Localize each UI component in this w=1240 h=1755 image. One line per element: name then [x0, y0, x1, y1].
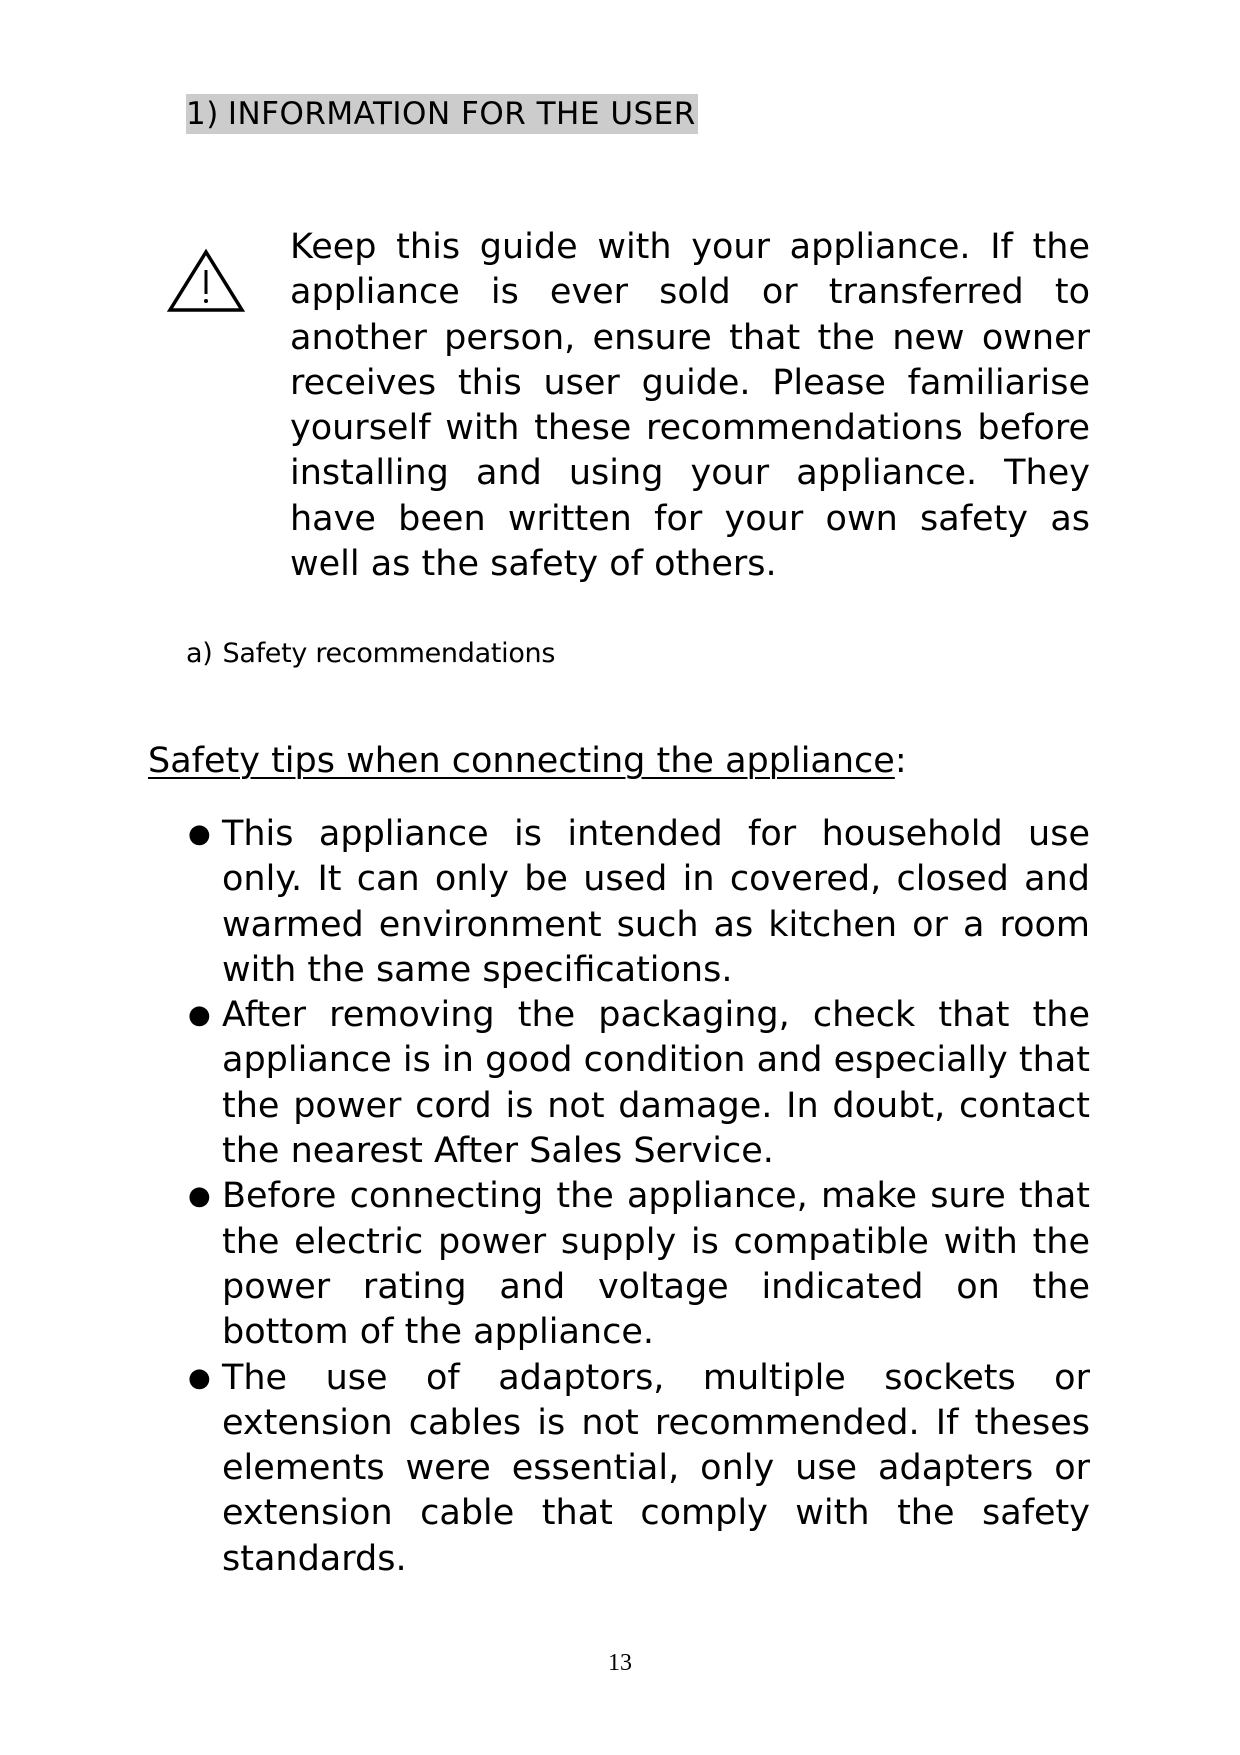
list-item: [188, 812, 1090, 993]
list-item-text: This appliance is intended for household use only. It can only be used in covered, closed and warmed environment such as kitchen or a room with the same specifications.: [222, 814, 1090, 990]
warning-triangle-icon: [166, 246, 246, 316]
list-item-text: After removing the packaging, check that the appliance is in good condition and especially that the power cord is not damage. In doubt, contact the nearest After Sales Service.: [222, 995, 1090, 1172]
tips-heading-text: Safety tips when connecting the appliance: [148, 741, 895, 781]
subsection-letter: a): [186, 638, 213, 669]
list-item: [188, 1356, 1090, 1582]
subsection-title: Safety recommendations: [222, 638, 556, 669]
list-item-text: Before connecting the appliance, make sure that the electric power supply is compatible with the power rating and voltage indicated on the bottom of the appliance.: [222, 1176, 1090, 1353]
bullet-icon: ●: [188, 819, 211, 849]
tips-list: [188, 812, 1090, 1582]
tips-heading-colon: :: [894, 741, 907, 781]
list-item-text: The use of adaptors, multiple sockets or extension cables is not recommended. If theses elements were essential, only use adapters or extension cable that comply with the safety standards.: [222, 1357, 1090, 1579]
section-heading: [186, 94, 698, 134]
list-item: [188, 1174, 1090, 1355]
section-title: INFORMATION FOR THE USER: [227, 96, 696, 132]
bullet-icon: ●: [188, 1181, 211, 1212]
section-number: 1): [186, 96, 219, 132]
bullet-icon: ●: [188, 1000, 211, 1031]
subsection-heading: [186, 636, 555, 672]
list-item: [188, 993, 1090, 1174]
bullet-icon: ●: [188, 1362, 211, 1393]
tips-heading: [148, 738, 907, 784]
page-number: 13: [608, 1650, 632, 1676]
warning-paragraph: Keep this guide with your appliance. If the appliance is ever sold or transferred to another person, ensure that the new owner receives this user guide. Please familiarise yourself with these recommendations before installing and using your appliance. They have been written for your own safety as well as the safety of others.: [290, 227, 1090, 585]
